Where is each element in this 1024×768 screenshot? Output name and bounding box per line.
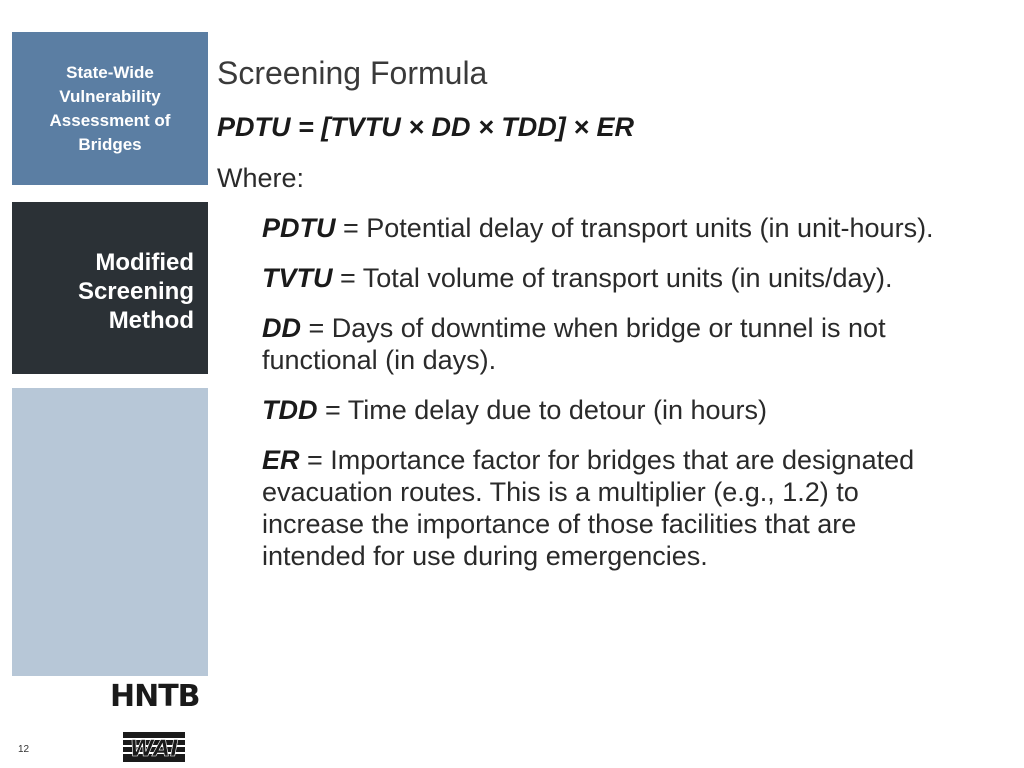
definition-text: = Days of downtime when bridge or tunnel is not functional (in days).: [262, 313, 886, 375]
svg-text:WAI: WAI: [129, 737, 179, 762]
hntb-logo: HNTB: [110, 679, 200, 714]
definition-term: ER: [262, 445, 300, 475]
definition-term: DD: [262, 313, 301, 343]
where-label: Where:: [217, 163, 305, 193]
definition-item: [262, 212, 962, 244]
wai-logo: [123, 732, 185, 762]
definition-term: TDD: [262, 395, 318, 425]
page-title: Screening Formula: [217, 55, 488, 91]
definition-item: [262, 312, 962, 376]
sidebar-decorative-panel: [12, 388, 208, 676]
definition-term: TVTU: [262, 263, 333, 293]
definition-item: [262, 262, 962, 294]
definition-text: = Potential delay of transport units (in unit-hours).: [335, 213, 934, 243]
page-number: 12: [18, 744, 30, 755]
definition-text: = Importance factor for bridges that are designated evacuation routes. This is a multiplier (e.g., 1.2) to increase the importance of those facilities that are intended for use during emergencies.: [262, 445, 915, 571]
formula: PDTU = [TVTU × DD × TDD] × ER: [217, 112, 635, 142]
sidebar-section-panel: [12, 202, 208, 374]
definitions-list: [262, 212, 962, 590]
sidebar-title-panel: [12, 32, 208, 185]
definition-item: [262, 444, 962, 572]
definition-item: [262, 394, 962, 426]
definition-text: = Time delay due to detour (in hours): [317, 395, 767, 425]
sidebar-title: State-Wide Vulnerability Assessment of Bridges: [49, 62, 171, 154]
definition-term: PDTU: [262, 213, 336, 243]
definition-text: = Total volume of transport units (in units/day).: [332, 263, 893, 293]
sidebar-section-title: Modified Screening Method: [77, 249, 194, 334]
